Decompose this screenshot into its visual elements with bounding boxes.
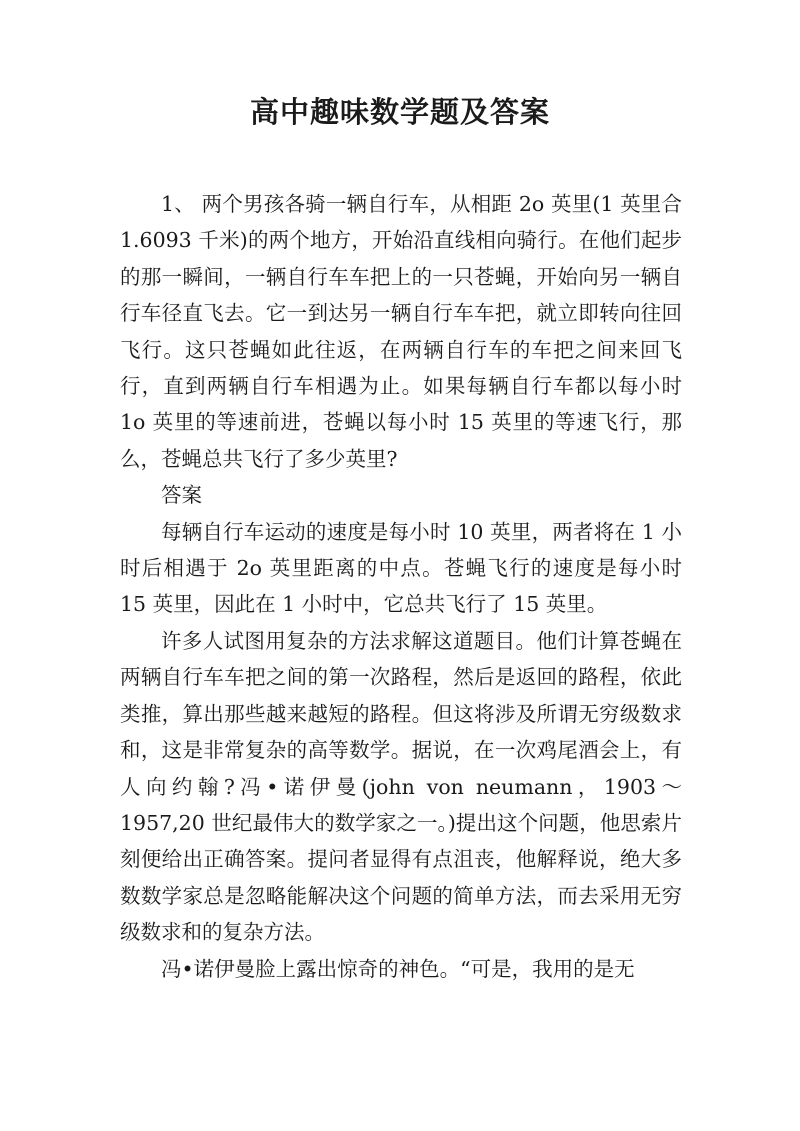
continuation-paragraph: 冯•诺伊曼脸上露出惊奇的神色。“可是，我用的是无	[161, 956, 635, 981]
answer-label: 答案	[161, 483, 202, 508]
document-body	[120, 186, 682, 987]
discussion-paragraph: 许多人试图用复杂的方法求解这道题目。他们计算苍蝇在两辆自行车车把之间的第一次路程，然后是返回的路程，依此类推，算出那些越来越短的路程。但这将涉及所谓无穷级数求和，这是非常复杂的高等数学。据说，在一次鸡尾酒会上，有人向约翰?冯•诺伊曼(john von neumann，1903～1957,20 世纪最伟大的数学家之一。)提出这个问题，他思索片刻便给出正确答案。提问者显得有点沮丧，他解释说，绝大多数数学家总是忽略能解决这个问题的简单方法，而去采用无穷级数求和的复杂方法。	[120, 628, 682, 945]
question-paragraph: 1、 两个男孩各骑一辆自行车，从相距 2o 英里(1 英里合 1.6093 千米)的两个地方，开始沿直线相向骑行。在他们起步的那一瞬间，一辆自行车车把上的一只苍蝇，开始向另一辆自行车径直飞去。它一到达另一辆自行车车把，就立即转向往回飞行。这只苍蝇如此往返，在两辆自行车的车把之间来回飞行，直到两辆自行车相遇为止。如果每辆自行车都以每小时 1o 英里的等速前进，苍蝇以每小时 15 英里的等速飞行，那么，苍蝇总共飞行了多少英里?	[120, 192, 682, 471]
answer-paragraph: 每辆自行车运动的速度是每小时 10 英里，两者将在 1 小时后相遇于 2o 英里距离的中点。苍蝇飞行的速度是每小时 15 英里，因此在 1 小时中，它总共飞行了 15 英里。	[120, 519, 682, 617]
document-title: 高中趣味数学题及答案	[249, 95, 550, 129]
